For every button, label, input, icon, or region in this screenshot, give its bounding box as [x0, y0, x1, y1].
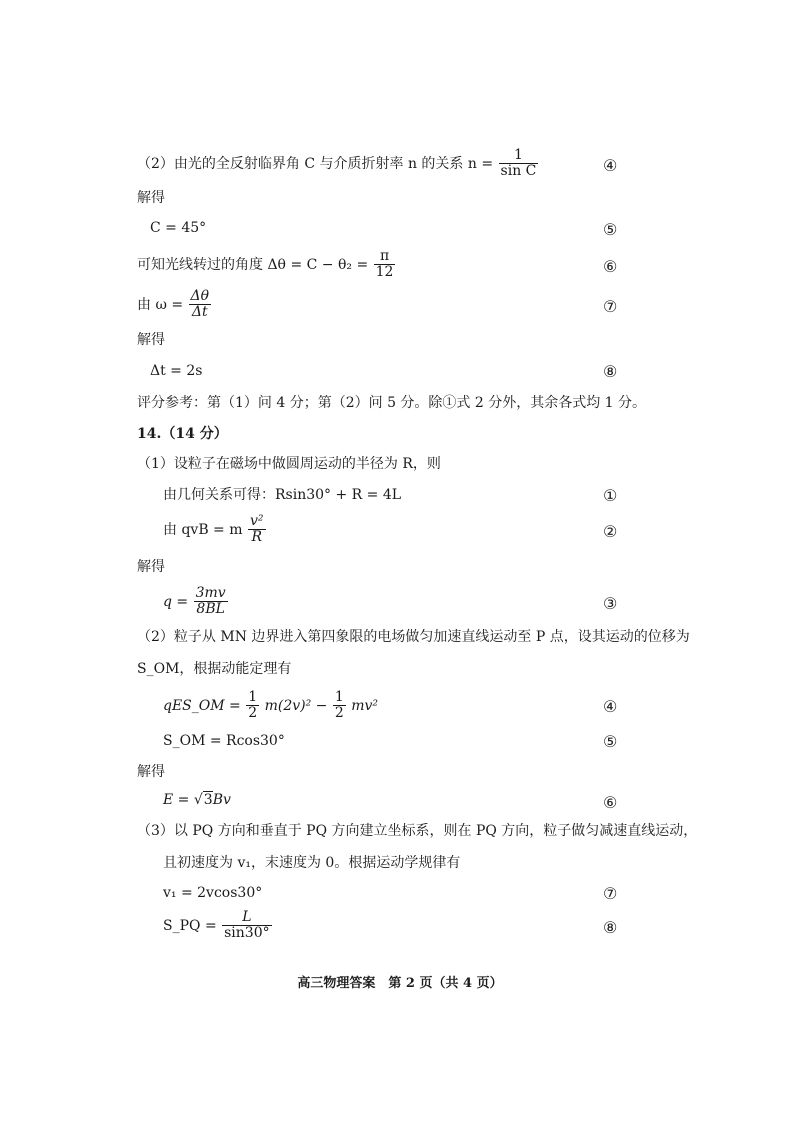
equation-number: ⑧ — [603, 918, 618, 937]
equation-number: ⑥ — [603, 257, 618, 276]
q14-equation-5: S_OM = Rcos30° — [163, 733, 285, 749]
fraction — [194, 586, 228, 618]
sqrt-radicand: 3 — [203, 792, 213, 808]
equation-number: ③ — [603, 594, 618, 613]
equation-text: Bv — [212, 792, 231, 808]
equation-text: 由 qvB = m — [163, 521, 243, 538]
equation-number: ⑥ — [603, 793, 618, 812]
scoring-note: 评分参考：第（1）问 4 分；第（2）问 5 分。除①式 2 分外，其余各式均 1 分。 — [137, 395, 647, 411]
frac-numerator: Δθ — [190, 288, 210, 304]
q14-equation-1: 由几何关系可得：Rsin30° + R = 4L — [163, 487, 402, 503]
equation-text: m(2v)² − — [264, 697, 328, 714]
frac-denominator: sin30° — [224, 925, 270, 942]
equation-number: ② — [603, 522, 618, 541]
part2-intro: （2）由光的全反射临界角 C 与介质折射率 n 的关系 n = — [137, 155, 494, 172]
part2-line — [137, 148, 539, 180]
frac-denominator: Δt — [189, 304, 212, 320]
question-title: 14.（14 分） — [137, 426, 228, 442]
jiede-label: 解得 — [137, 332, 165, 348]
q14-equation-8 — [163, 910, 273, 942]
fraction — [374, 249, 396, 281]
fraction — [189, 289, 212, 321]
equation-number: ⑤ — [603, 732, 618, 751]
equation-text: E = — [163, 792, 190, 808]
frac-denominator: 12 — [375, 264, 394, 281]
frac-numerator: π — [379, 248, 390, 264]
q14-equation-2 — [163, 514, 267, 546]
frac-denominator: 2 — [248, 705, 258, 722]
frac-numerator: L — [242, 909, 252, 925]
equation-number: ① — [603, 486, 618, 505]
q14-equation-4 — [163, 690, 378, 722]
equation-text: qES_OM = — [163, 697, 241, 714]
equation-number: ⑧ — [603, 362, 618, 381]
q14-equation-7: v₁ = 2vcos30° — [163, 885, 263, 901]
jiede-label: 解得 — [137, 190, 165, 206]
equation-6 — [137, 249, 396, 281]
frac-denominator: 8BL — [194, 601, 228, 617]
fraction — [333, 690, 346, 722]
equation-number: ④ — [603, 156, 618, 175]
equation-8: Δt = 2s — [150, 363, 203, 379]
equation-text: 可知光线转过的角度 Δθ = C − θ₂ = — [137, 256, 369, 273]
frac-numerator: 3mv — [195, 585, 226, 601]
q14-equation-6: E = √3Bv — [163, 792, 231, 808]
part3-line1: （3）以 PQ 方向和垂直于 PQ 方向建立坐标系，则在 PQ 方向，粒子做匀减速直线运动， — [137, 823, 698, 839]
equation-text: S_PQ = — [163, 917, 217, 934]
equation-number: ⑤ — [603, 220, 618, 239]
frac-numerator: v² — [249, 513, 264, 529]
fraction — [246, 690, 259, 722]
page-footer: 高三物理答案 第 2 页（共 4 页） — [297, 976, 503, 991]
part1-intro: （1）设粒子在磁场中做圆周运动的半径为 R，则 — [137, 456, 441, 472]
frac-denominator: sin C — [500, 163, 537, 180]
equation-5: C = 45° — [150, 220, 207, 236]
jiede-label: 解得 — [137, 559, 165, 575]
frac-numerator: 1 — [334, 689, 344, 705]
part2-intro-line1: （2）粒子从 MN 边界进入第四象限的电场做匀加速直线运动至 P 点，设其运动的位移为 — [137, 629, 690, 645]
equation-number: ⑦ — [603, 884, 618, 903]
part3-line2: 且初速度为 v₁，末速度为 0。根据运动学规律有 — [163, 855, 461, 871]
fraction — [222, 910, 272, 942]
equation-number: ④ — [603, 697, 618, 716]
q14-equation-3 — [163, 586, 229, 618]
equation-text: mv² — [351, 697, 379, 714]
equation-7 — [137, 289, 212, 321]
fraction — [499, 148, 539, 180]
part2-intro-line2: S_OM，根据动能定理有 — [137, 661, 292, 677]
jiede-label: 解得 — [137, 764, 165, 780]
frac-denominator: 2 — [334, 705, 344, 722]
frac-denominator: R — [248, 529, 266, 545]
equation-text: 由 ω = — [137, 296, 184, 313]
frac-numerator: 1 — [514, 147, 523, 163]
frac-numerator: 1 — [248, 689, 258, 705]
fraction — [248, 514, 266, 546]
equation-text: q = — [163, 593, 189, 610]
equation-number: ⑦ — [603, 297, 618, 316]
